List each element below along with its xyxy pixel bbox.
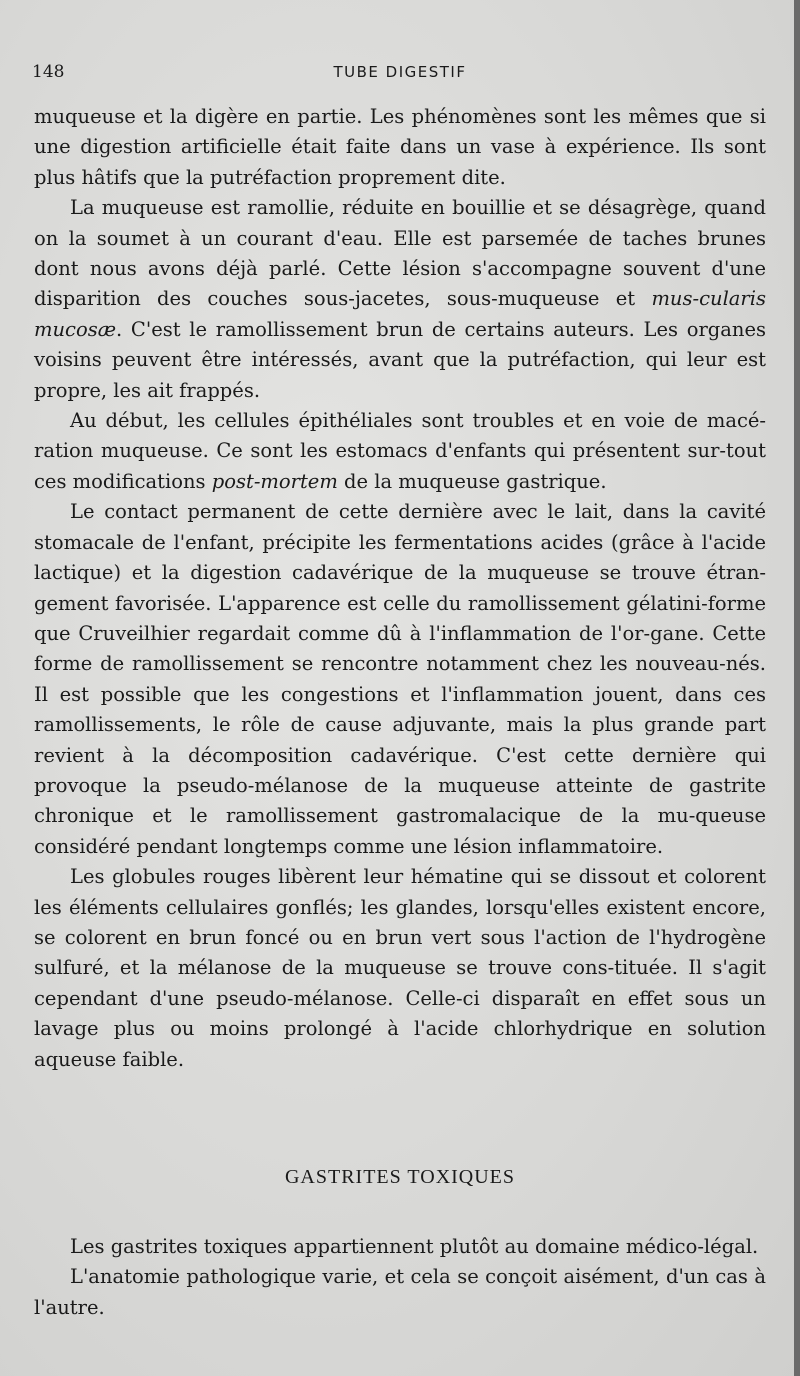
paragraph-3 <box>34 406 766 497</box>
paragraph-3-text-a: Au début, les cellules épithéliales sont troubles et en voie de macé-ration muqueuse. Ce sont les estomacs d'enfants qui présentent sur-tout ces modifications <box>34 409 766 493</box>
paragraph-4-text: Le contact permanent de cette dernière avec le lait, dans la cavité stomacale de l'enfant, précipite les fermentations acides (grâce à l'acide lactique) et la digestion cadavérique de la muqueuse se trouve étran-gement favorisée. L'apparence est celle du ramollissement gélatini-forme que Cruveilhier regardait comme dû à l'inflammation de l'or-gane. Cette forme de ramollissement se rencontre notamment chez les nouveau-nés. Il est possible que les congestions et l'inflammation jouent, dans ces ramollissements, le rôle de cause adjuvante, mais la plus grande part revient à la décomposition cadavérique. C'est cette dernière qui provoque la pseudo-mélanose de la muqueuse atteinte de gastrite chronique et le ramollissement gastromalacique de la mu-queuse considéré pendant longtemps comme une lésion inflammatoire. <box>34 500 766 858</box>
main-text <box>34 102 766 1075</box>
section-paragraph-2: L'anatomie pathologique varie, et cela se conçoit aisément, d'un cas à l'autre. <box>34 1265 766 1319</box>
section-text <box>34 1232 766 1323</box>
paragraph-1 <box>34 102 766 193</box>
paragraph-5-text: Les globules rouges libèrent leur hématine qui se dissout et colorent les éléments cellulaires gonflés; les glandes, lorsqu'elles existent encore, se colorent en brun foncé ou en brun vert sous l'action de l'hydrogène sulfuré, et la mélanose de la muqueuse se trouve cons-tituée. Il s'agit cependant d'une pseudo-mélanose. Celle-ci disparaît en effet sous un lavage plus ou moins prolongé à l'acide chlorhydrique en solution aqueuse faible. <box>34 865 766 1071</box>
section-paragraph-1: Les gastrites toxiques appartiennent plutôt au domaine médico-légal. <box>70 1235 759 1258</box>
paragraph-4 <box>34 497 766 862</box>
paragraph-2-text-a: La muqueuse est ramollie, réduite en bouillie et se désagrège, quand on la soumet à un courant d'eau. Elle est parsemée de taches brunes dont nous avons déjà parlé. Cette lésion s'accompagne souvent d'une disparition des couches sous-jacetes, sous-muqueuse et <box>34 196 766 311</box>
section-heading: GASTRITES TOXIQUES <box>284 1166 516 1188</box>
paragraph-2-text-b: . C'est le ramollissement brun de certains auteurs. Les organes voisins peuvent être intéressés, avant que la putréfaction, qui leur est propre, les ait frappés. <box>34 317 766 402</box>
paragraph-5 <box>34 862 766 1075</box>
paragraph-3-text-b: de la muqueuse gastrique. <box>337 469 607 493</box>
paragraph-2-italic-term: mus-cularis mucosæ <box>34 287 766 341</box>
paragraph-2 <box>34 193 766 406</box>
paragraph-1-text: muqueuse et la digère en partie. Les phénomènes sont les mêmes que si une digestion artificielle était faite dans un vase à expérience. Ils sont plus hâtifs que la putréfaction proprement dite. <box>34 105 766 189</box>
page-header <box>32 62 768 86</box>
paragraph-3-italic-term: post-mortem <box>211 469 338 493</box>
running-head: TUBE DIGESTIF <box>333 63 467 81</box>
page-number: 148 <box>32 62 65 82</box>
